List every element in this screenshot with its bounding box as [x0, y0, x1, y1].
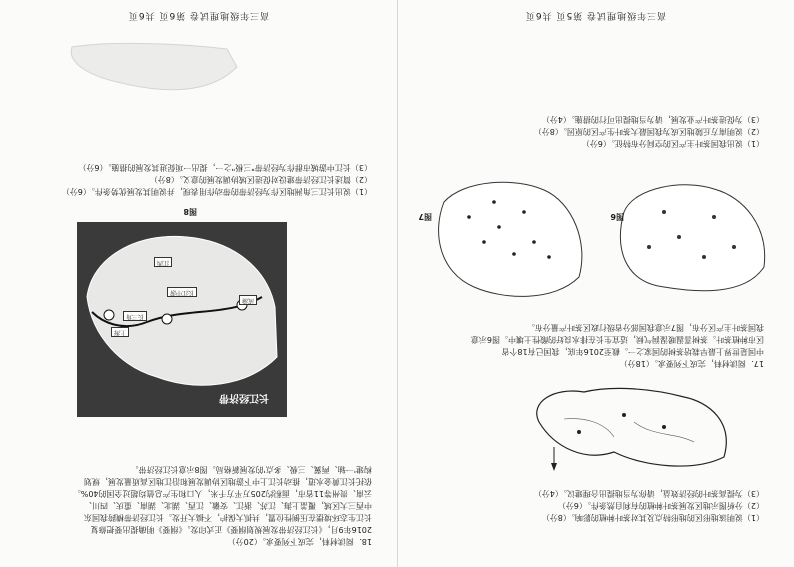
q16-sub-1: （1）说明该地形区的地形特点及其对茶叶种植的影响。（8分） — [541, 513, 764, 522]
regional-map-figure — [504, 382, 754, 477]
figure7-map — [424, 172, 594, 312]
q18-stem — [22, 463, 372, 547]
figure8-map — [77, 222, 287, 417]
label-yangtze-delta: 长三角 — [123, 311, 147, 321]
figure8-title: 长江经济带 — [219, 392, 269, 403]
q16-subquestions — [419, 487, 764, 523]
q17-text-3: 我国茶叶主产区分布，图7示意我国部分省级行政区茶叶产量分布。 — [526, 323, 764, 332]
q16-sub-2: （2）分析图示地区发展茶叶种植的有利自然条件。（6分） — [557, 501, 764, 510]
q18-intro: 18．阅读材料，完成下列要求。（20分） — [227, 537, 372, 546]
figure6-label: 图6 — [610, 212, 624, 221]
figure6-map — [604, 172, 774, 307]
figure7-label: 图7 — [418, 212, 432, 221]
q17-stem — [419, 321, 764, 369]
page-footer-left: 高三年级地理试卷 第5页 共6页 — [524, 10, 667, 20]
q18-text-3: 中西三大区域，覆盖上海、江苏、浙江、安徽、江西、湖北、湖南、重庆、四川、 — [84, 501, 372, 510]
q18-text-4: 云南、贵州等11省市，面积约205万平方千米，人口和生产总值均超过全国的40%。 — [72, 489, 372, 498]
q18-sub-3: （3）长江中游城市群作为经济带"三极"之一，提出一项促进其发展的措施。（6分） — [78, 163, 372, 172]
figure8-label: 图8 — [183, 207, 197, 216]
page-footer-right: 高三年级地理试卷 第6页 共6页 — [127, 10, 270, 20]
q17-sub-3: （3）为促进茶叶产业发展，请为当地提出可行的措施。（4分） — [541, 115, 764, 124]
label-middle-reaches: 长江中游 — [167, 287, 197, 297]
q18-text-6: 构建'一轴、两翼、三极、多点'的发展新格局。图8示意长江经济带。 — [130, 465, 372, 474]
q18-text-2: 长江生态环境摆在压倒性位置，共抓大保护，不搞大开发。长江经济带横跨我国东 — [84, 513, 372, 522]
q17-intro: 17．阅读材料，完成下列要求。（18分） — [619, 359, 764, 368]
exam-page-5 — [397, 0, 794, 567]
q18-sub-1: （1）说出长江三角洲地区作为经济带的带动作用表现，并说明其发展优势条件。（6分） — [61, 187, 372, 196]
q18-subquestions — [22, 161, 372, 197]
q16-sub-3: （3）为提高茶叶的经济效益，请你为当地提出合理建议。（4分） — [533, 489, 764, 498]
q17-text-1: 中国是世界上最早栽培茶树的国家之一。截至2016年底，我国已有18个省 — [501, 347, 764, 356]
q17-subquestions — [419, 113, 764, 149]
faint-watermark-scan — [57, 37, 247, 107]
q18-text-1: 2016年9月，《长江经济带发展规划纲要》正式印发。《纲要》明确提出要把修复 — [90, 525, 372, 534]
q17-text-2: 区市种植茶叶。茶树喜温暖湿润气候，适宜生长在排水良好的酸性土壤中。图6示意 — [470, 335, 764, 344]
label-chengyu: 成渝 — [239, 295, 257, 305]
q17-sub-2: （2）说明南方丘陵地区成为我国最大茶叶生产区的原因。（8分） — [533, 127, 764, 136]
q18-sub-2: （2）简述长江经济带建设对促进区域协调发展的意义。（8分） — [149, 175, 372, 184]
label-jiangxi: 江西 — [154, 257, 172, 267]
q17-sub-1: （1）说出我国茶叶主产区的空间分布特征。（6分） — [581, 139, 764, 148]
label-shanghai: 上海 — [111, 327, 129, 337]
q18-text-5: 依托长江黄金水道，推动长江上中下游地区协调发展和沿江地区高质量发展，规划 — [84, 477, 372, 486]
